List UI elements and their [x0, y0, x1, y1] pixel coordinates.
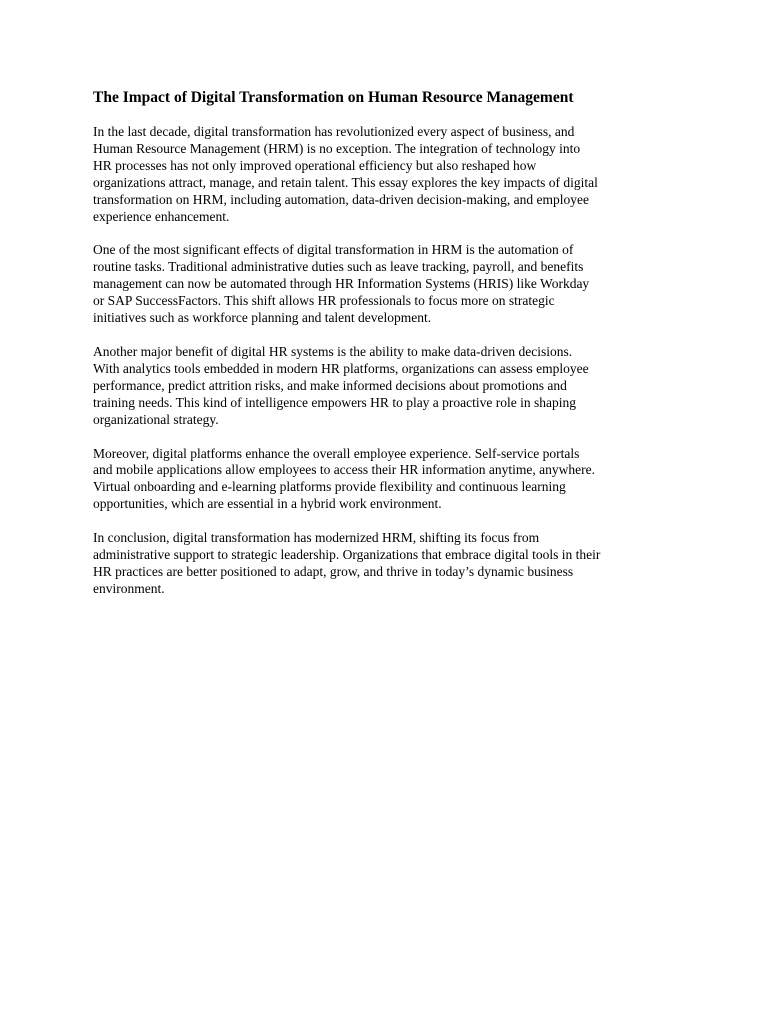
- paragraph-line: administrative support to strategic leadership. Organizations that embrace digital tools in their: [93, 547, 601, 563]
- paragraph-line: Human Resource Management (HRM) is no exception. The integration of technology into: [93, 140, 581, 156]
- paragraph-line: environment.: [93, 580, 165, 596]
- paragraph-line: performance, predict attrition risks, and make informed decisions about promotions and: [93, 377, 567, 393]
- paragraph-line: training needs. This kind of intelligence empowers HR to play a proactive role in shaping: [93, 394, 577, 410]
- paragraph-line: HR practices are better positioned to adapt, grow, and thrive in today’s dynamic business: [93, 563, 574, 579]
- paragraph-line: and mobile applications allow employees to access their HR information anytime, anywhere.: [93, 462, 595, 478]
- paragraph-line: HR processes has not only improved operational efficiency but also reshaped how: [93, 157, 537, 173]
- paragraph-line: Virtual onboarding and e-learning platforms provide flexibility and continuous learning: [93, 479, 566, 495]
- paragraph-line: management can now be automated through HR Information Systems (HRIS) like Workday: [93, 276, 590, 292]
- paragraph-line: In conclusion, digital transformation has modernized HRM, shifting its focus from: [93, 530, 540, 546]
- paragraph-automation: [93, 242, 693, 327]
- paragraph-employee-experience: [93, 446, 693, 514]
- document-title: The Impact of Digital Transformation on Human Resource Management: [93, 89, 574, 106]
- paragraph-line: organizational strategy.: [93, 411, 219, 427]
- paragraph-line: transformation on HRM, including automation, data-driven decision-making, and employee: [93, 191, 590, 207]
- paragraph-line: experience enhancement.: [93, 208, 230, 224]
- paragraph-line: organizations attract, manage, and retain talent. This essay explores the key impacts of digital: [93, 174, 598, 190]
- paragraph-line: Another major benefit of digital HR systems is the ability to make data-driven decisions.: [93, 343, 573, 359]
- document-page: [93, 88, 693, 615]
- paragraph-line: With analytics tools embedded in modern HR platforms, organizations can assess employee: [93, 360, 589, 376]
- paragraph-conclusion: [93, 530, 693, 598]
- paragraph-line: Moreover, digital platforms enhance the overall employee experience. Self-service portals: [93, 445, 580, 461]
- paragraph-introduction: [93, 124, 693, 225]
- paragraph-line: In the last decade, digital transformation has revolutionized every aspect of business, and: [93, 124, 575, 139]
- paragraph-line: opportunities, which are essential in a hybrid work environment.: [93, 496, 442, 512]
- paragraph-line: One of the most significant effects of digital transformation in HRM is the automation of: [93, 242, 574, 258]
- paragraph-data-driven-decisions: [93, 344, 693, 429]
- paragraph-line: routine tasks. Traditional administrative duties such as leave tracking, payroll, and benefits: [93, 259, 584, 275]
- paragraph-line: or SAP SuccessFactors. This shift allows HR professionals to focus more on strategic: [93, 293, 555, 309]
- paragraph-line: initiatives such as workforce planning and talent development.: [93, 310, 432, 326]
